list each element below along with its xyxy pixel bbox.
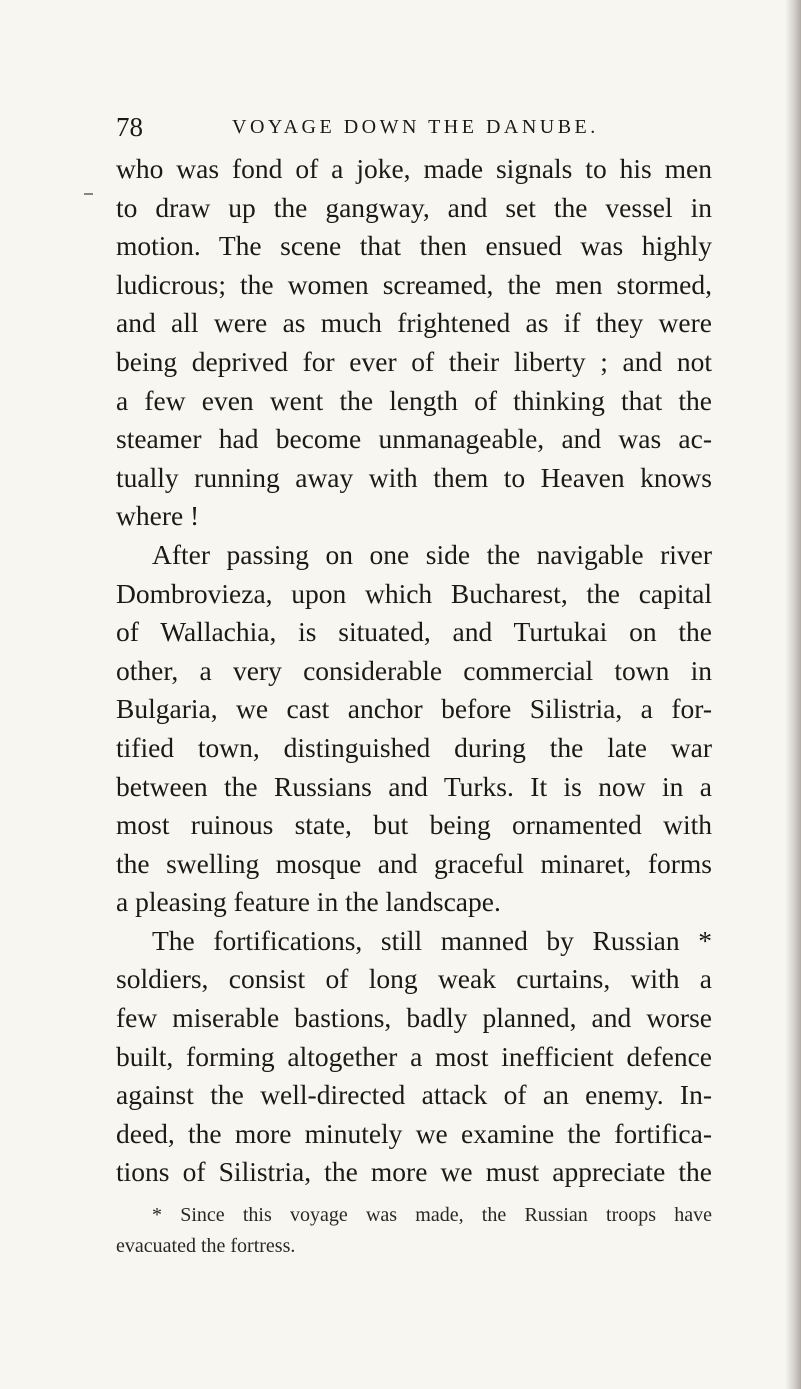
text-line: The fortifications, still manned by Russian *: [152, 924, 712, 956]
text-line: most ruinous state, but being ornamented with: [116, 809, 712, 841]
margin-mark: [84, 193, 93, 195]
text-line: ludicrous; the women screamed, the men stormed,: [116, 268, 712, 300]
footnote: [116, 1200, 712, 1262]
text-line: soldiers, consist of long weak curtains, with a: [116, 963, 712, 995]
text-line: where !: [116, 500, 200, 532]
footnote-line: * Since this voyage was made, the Russian troops have: [152, 1204, 712, 1226]
body-text: [116, 150, 712, 1192]
text-line: deed, the more minutely we examine the fortifica-: [116, 1117, 712, 1149]
text-line: other, a very considerable commercial town in: [116, 654, 712, 686]
page-edge-shadow: [785, 0, 801, 1389]
running-title: VOYAGE DOWN THE DANUBE.: [232, 116, 599, 138]
text-line: being deprived for ever of their liberty ; and not: [116, 345, 712, 377]
text-line: tions of Silistria, the more we must appreciate the: [116, 1156, 712, 1188]
text-line: Bulgaria, we cast anchor before Silistria, a for-: [116, 693, 712, 725]
text-line: the swelling mosque and graceful minaret, forms: [116, 847, 712, 879]
text-line: against the well-directed attack of an enemy. In-: [116, 1079, 712, 1111]
text-line: tually running away with them to Heaven knows: [116, 461, 712, 493]
page-number: 78: [116, 112, 143, 142]
text-line: steamer had become unmanageable, and was ac-: [116, 423, 712, 455]
text-line: who was fond of a joke, made signals to his men: [116, 153, 712, 184]
text-line: of Wallachia, is situated, and Turtukai on the: [116, 616, 712, 648]
text-line: Dombrovieza, upon which Bucharest, the capital: [116, 577, 712, 609]
text-line: tified town, distinguished during the late war: [116, 731, 712, 763]
text-line: few miserable bastions, badly planned, and worse: [116, 1002, 712, 1034]
text-line: motion. The scene that then ensued was highly: [116, 230, 712, 262]
text-line: After passing on one side the navigable river: [152, 538, 712, 570]
text-line: built, forming altogether a most inefficient defence: [116, 1040, 712, 1072]
text-line: to draw up the gangway, and set the vessel in: [116, 191, 712, 223]
text-line: a few even went the length of thinking that the: [116, 384, 712, 416]
text-line: between the Russians and Turks. It is now in a: [116, 770, 712, 802]
text-line: and all were as much frightened as if they were: [116, 307, 712, 339]
footnote-line: evacuated the fortress.: [116, 1235, 296, 1257]
running-head: [116, 112, 716, 144]
text-line: a pleasing feature in the landscape.: [116, 886, 501, 918]
